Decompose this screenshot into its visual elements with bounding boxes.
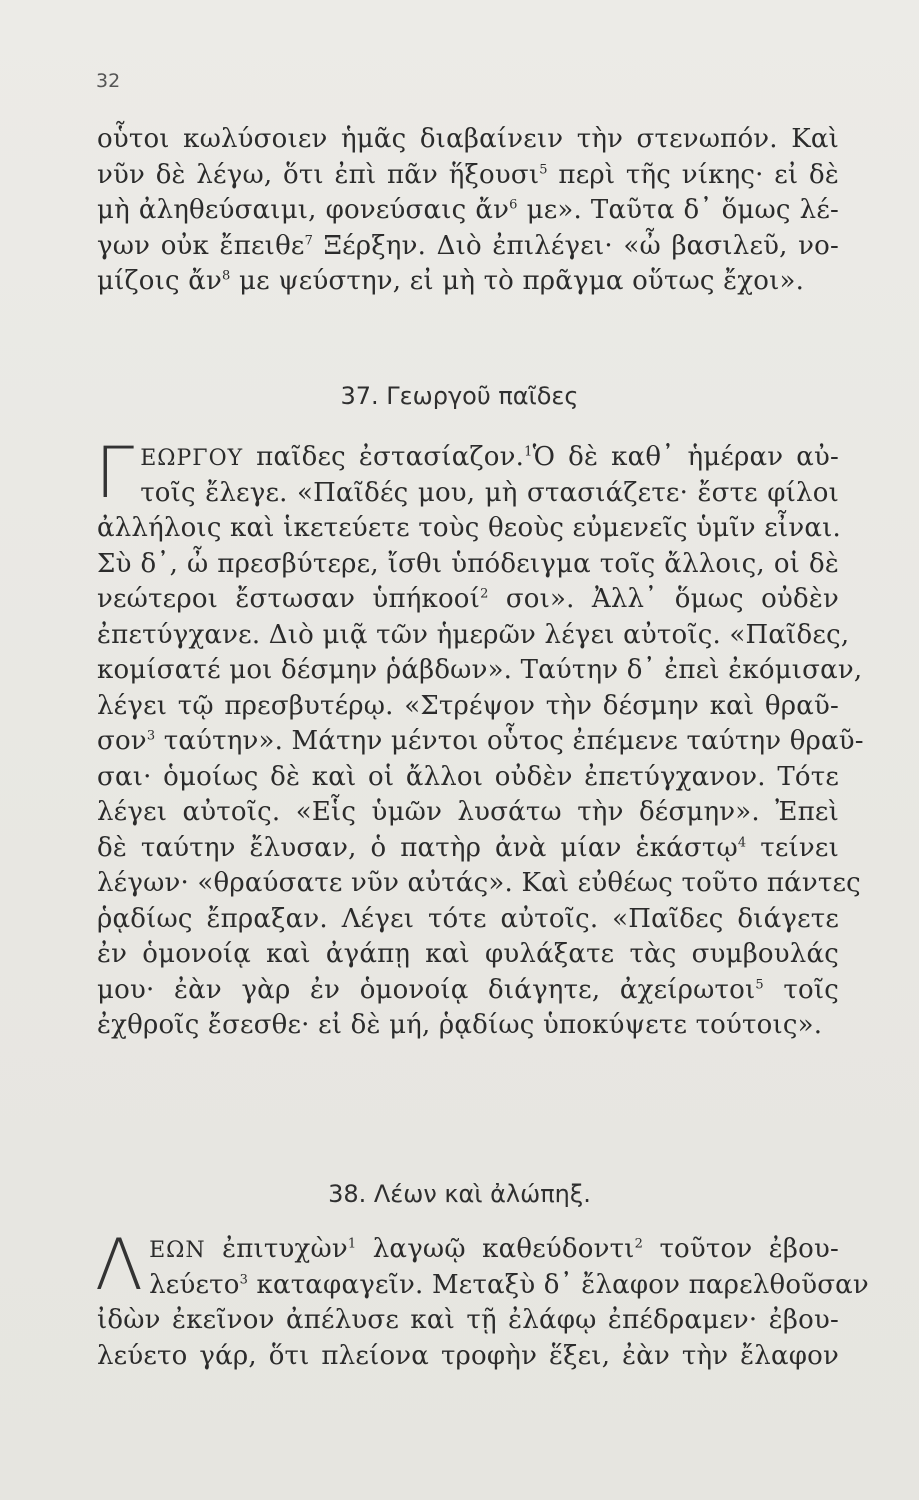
text-segment: γων οὐκ ἔπειθε xyxy=(97,230,305,261)
drop-cap-letter: Λ xyxy=(95,1224,144,1306)
text-segment: σοι». Ἀλλ᾽ ὅμως οὐδὲν xyxy=(488,584,839,614)
drop-cap-letter: Γ xyxy=(95,432,135,514)
text-segment: ταύτην». Μάτην μέντοι οὗτος ἐπέμενε ταύτην θραῦ- xyxy=(155,726,864,756)
text-segment: μὴ ἀληθεύσαιμι, φονεύσαις ἄν xyxy=(97,195,510,225)
text-line xyxy=(97,760,839,796)
paragraph-section-38 xyxy=(95,1224,869,1374)
text-line xyxy=(97,1268,869,1304)
text-line xyxy=(97,547,839,583)
text-segment: ἀλλήλοις καὶ ἱκετεύετε τοὺς θεοὺς εὐμενεῖς ὑμῖν εἶναι. xyxy=(97,513,841,543)
text-line xyxy=(97,902,839,938)
text-segment: με ψεύστην, εἰ μὴ τὸ πρᾶγμα οὕτως ἔχοι». xyxy=(230,266,805,296)
text-segment: ἐπετύγχανε. Διὸ μιᾷ τῶν ἡμερῶν λέγει αὐτοῖς. «Παῖδες, xyxy=(97,619,850,650)
footnote-marker: 6 xyxy=(509,197,518,213)
text-line xyxy=(97,476,839,512)
text-segment: ἐν ὁμονοίᾳ καὶ ἀγάπῃ καὶ φυλάξατε τὰς συμβουλάς xyxy=(97,939,839,969)
text-line xyxy=(97,689,839,725)
footnote-marker: 5 xyxy=(755,976,764,992)
text-line xyxy=(97,1232,839,1268)
text-segment: λαγωῷ καθεύδοντι xyxy=(356,1234,635,1264)
text-segment: δὲ ταύτην ἔλυσαν, ὁ πατὴρ ἀνὰ μίαν ἑκάστῳ xyxy=(97,832,738,863)
text-line xyxy=(97,229,839,265)
footnote-marker: 2 xyxy=(480,586,489,602)
footnote-marker: 2 xyxy=(634,1236,644,1252)
text-line xyxy=(97,193,839,229)
text-segment: κομίσατέ μοι δέσμην ῥάβδων». Ταύτην δ᾽ ἐπεὶ ἐκόμισαν, xyxy=(97,655,863,685)
text-line xyxy=(97,264,839,300)
text-segment: τοῖς ἔλεγε. «Παῖδές μου, μὴ στασιάζετε· ἔστε φίλοι xyxy=(140,477,839,508)
text-segment: ἐχθροῖς ἔσεσθε· εἰ δὲ μή, ῥᾳδίως ὑποκύψετε τούτοις». xyxy=(97,1010,823,1040)
paragraph-continuation xyxy=(97,122,839,300)
text-segment: ῥᾳδίως ἔπραξαν. Λέγει τότε αὐτοῖς. «Παῖδες διάγετε xyxy=(97,903,839,934)
text-segment: λεύετο xyxy=(149,1269,240,1300)
text-line xyxy=(97,973,839,1009)
text-segment: νεώτεροι ἔστωσαν ὑπήκοοί xyxy=(97,584,481,614)
footnote-marker: 3 xyxy=(239,1271,249,1287)
text-segment: ΕΩΝ ἐπιτυχὼν xyxy=(149,1234,348,1264)
text-line xyxy=(97,831,839,867)
text-segment: σαι· ὁμοίως δὲ καὶ οἱ ἄλλοι οὐδὲν ἐπετύγχανον. Τότε xyxy=(97,761,839,792)
text-line xyxy=(97,1303,839,1339)
text-segment: ἰδὼν ἐκεῖνον ἀπέλυσε καὶ τῇ ἐλάφῳ ἐπέδραμεν· ἐβου- xyxy=(97,1305,839,1335)
text-segment: λεύετο γάρ, ὅτι πλείονα τροφὴν ἕξει, ἐὰν τὴν ἔλαφον xyxy=(97,1340,839,1371)
section-heading-38: 38. Λέων καὶ ἀλώπηξ. xyxy=(328,1180,591,1208)
text-line xyxy=(97,937,839,973)
section-heading-37: 37. Γεωργοῦ παῖδες xyxy=(340,382,579,410)
page-number: 32 xyxy=(96,70,121,92)
text-segment: λέγει αὐτοῖς. «Εἷς ὑμῶν λυσάτω τὴν δέσμην». Ἐπεὶ xyxy=(97,797,839,827)
footnote-marker: 7 xyxy=(304,232,314,248)
text-line xyxy=(97,866,861,902)
paragraph-section-37 xyxy=(95,432,864,1044)
text-segment: λέγων· «θραύσατε νῦν αὐτάς». Καὶ εὐθέως τοῦτο πάντες xyxy=(97,868,861,898)
text-segment: μου· ἐὰν γὰρ ἐν ὁμονοίᾳ διάγητε, ἀχείρωτοι xyxy=(97,974,756,1005)
text-line xyxy=(97,511,839,547)
footnote-marker: 1 xyxy=(524,444,533,460)
text-line xyxy=(97,653,863,689)
footnote-marker: 3 xyxy=(146,728,156,744)
text-segment: οὗτοι κωλύσοιεν ἡμᾶς διαβαίνειν τὴν στενωπόν. Καὶ xyxy=(97,124,839,154)
text-line xyxy=(97,582,839,618)
footnote-marker: 4 xyxy=(737,834,747,850)
text-line xyxy=(97,618,850,654)
text-line xyxy=(97,1339,839,1375)
text-segment: τοῦτον ἐβου- xyxy=(643,1234,839,1264)
footnote-marker: 5 xyxy=(539,161,548,177)
text-line xyxy=(97,724,864,760)
text-segment: λέγει τῷ πρεσβυτέρῳ. «Στρέψον τὴν δέσμην καὶ θραῦ- xyxy=(97,690,839,721)
text-line xyxy=(97,158,839,194)
text-segment: Ὁ δὲ καθ᾽ ἡμέραν αὐ- xyxy=(532,442,840,472)
text-segment: Ξέρξην. Διὸ ἐπιλέγει· «ὦ βασιλεῦ, νο- xyxy=(313,230,839,261)
text-line xyxy=(97,440,839,476)
text-line xyxy=(97,1008,839,1044)
text-segment: καταφαγεῖν. Μεταξὺ δ᾽ ἔλαφον παρελθοῦσαν xyxy=(248,1269,869,1300)
footnote-marker: 1 xyxy=(347,1236,357,1252)
text-segment: τείνει xyxy=(746,832,839,863)
text-line xyxy=(97,122,839,158)
text-segment: περὶ τῆς νίκης· εἰ δὲ xyxy=(547,159,839,190)
text-segment: μίζοις ἄν xyxy=(97,266,223,296)
text-segment: νῦν δὲ λέγω, ὅτι ἐπὶ πᾶν ἥξουσι xyxy=(97,159,540,190)
text-segment: σον xyxy=(97,726,147,756)
text-segment: με». Ταῦτα δ᾽ ὅμως λέ- xyxy=(517,195,839,225)
text-segment: ΕΩΡΓΟΥ παῖδες ἐστασίαζον. xyxy=(140,442,525,472)
text-segment: τοῖς xyxy=(763,974,839,1005)
footnote-marker: 8 xyxy=(222,268,231,284)
text-segment: Σὺ δ᾽, ὦ πρεσβύτερε, ἴσθι ὑπόδειγμα τοῖς ἄλλοις, οἱ δὲ xyxy=(97,548,839,579)
text-line xyxy=(97,795,839,831)
